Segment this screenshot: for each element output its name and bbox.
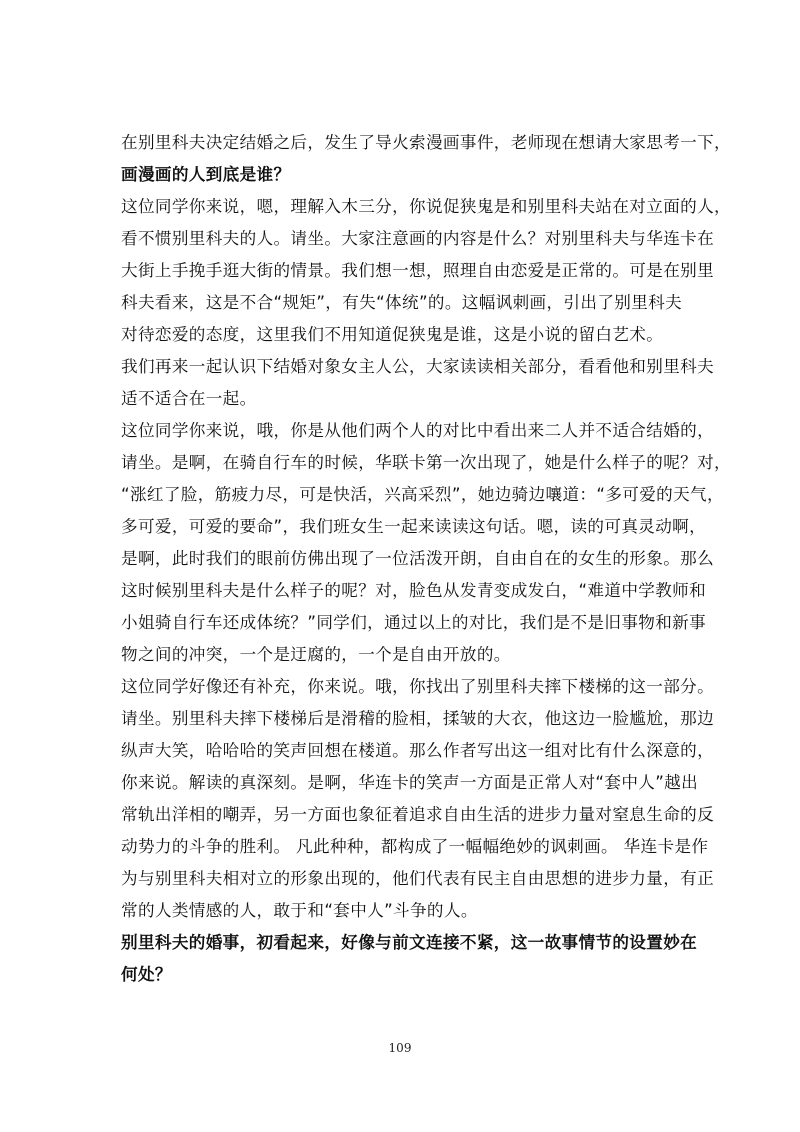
question-line: 别里科夫的婚事，初看起来，好像与前文连接不紧，这一故事情节的设置妙在 [121, 933, 698, 952]
text-line: 科夫看来，这是不合“规矩”，有失“体统”的。这幅讽刺画，引出了别里科夫 [121, 293, 683, 312]
text-line: 是啊，此时我们的眼前仿佛出现了一位活泼开朗，自由自在的女生的形象。那么 [121, 549, 715, 568]
text-line: 常的人类情感的人，敢于和“套中人”斗争的人。 [121, 901, 478, 920]
page-number: 109 [388, 1041, 412, 1055]
document-body [121, 127, 731, 991]
text-line: 大街上手挽手逛大街的情景。我们想一想，照理自由恋爱是正常的。可是在别里 [121, 261, 715, 280]
question-line: 何处？ [121, 965, 172, 984]
text-line: 对待恋爱的态度，这里我们不用知道促狭鬼是谁，这是小说的留白艺术。 [121, 325, 664, 344]
text-line: 请坐。是啊，在骑自行车的时候，华联卡第一次出现了，她是什么样子的呢？对， [121, 453, 731, 472]
text-line: 常轨出洋相的嘲弄，另一方面也象征着追求自由生活的进步力量对窒息生命的反 [121, 805, 715, 824]
text-line: 纵声大笑，哈哈哈的笑声回想在楼道。那么作者写出这一组对比有什么深意的， [121, 741, 715, 760]
text-line: 动势力的斗争的胜利。 凡此种种，都构成了一幅幅绝妙的讽刺画。 华连卡是作 [121, 837, 709, 856]
text-line: 请坐。别里科夫摔下楼梯后是滑稽的脸相，揉皱的大衣，他这边一脸尴尬，那边 [121, 709, 715, 728]
question-line: 画漫画的人到底是谁？ [121, 165, 291, 184]
text-line: 这位同学好像还有补充，你来说。哦，你找出了别里科夫摔下楼梯的这一部分。 [121, 677, 715, 696]
text-line: 我们再来一起认识下结婚对象女主人公，大家读读相关部分，看看他和别里科夫 [121, 357, 715, 376]
text-line: 这位同学你来说，哦，你是从他们两个人的对比中看出来二人并不适合结婚的， [121, 421, 715, 440]
text-line: 适不适合在一起。 [121, 389, 257, 408]
text-line: 这位同学你来说，嗯，理解入木三分，你说促狭鬼是和别里科夫站在对立面的人， [121, 197, 731, 216]
text-line: 为与别里科夫相对立的形象出现的，他们代表有民主自由思想的进步力量，有正 [121, 869, 715, 888]
text-line: 多可爱，可爱的要命”，我们班女生一起来读读这句话。嗯，读的可真灵动啊， [121, 517, 707, 536]
text-line: 物之间的冲突，一个是迂腐的，一个是自由开放的。 [121, 645, 511, 664]
text-line: 你来说。解读的真深刻。是啊，华连卡的笑声一方面是正常人对“套中人”越出 [121, 773, 699, 792]
text-line: 看不惯别里科夫的人。请坐。大家注意画的内容是什么？对别里科夫与华连卡在 [121, 229, 715, 248]
text-line: “涨红了脸，筋疲力尽，可是快活，兴高采烈”，她边骑边嚷道：“多可爱的天气， [121, 485, 724, 504]
text-line: 小姐骑自行车还成体统？”同学们，通过以上的对比，我们是不是旧事物和新事 [121, 613, 707, 632]
text-line: 在别里科夫决定结婚之后，发生了导火索漫画事件，老师现在想请大家思考一下， [121, 133, 731, 152]
text-line: 这时候别里科夫是什么样子的呢？对，脸色从发青变成发白，“难道中学教师和 [121, 581, 707, 600]
